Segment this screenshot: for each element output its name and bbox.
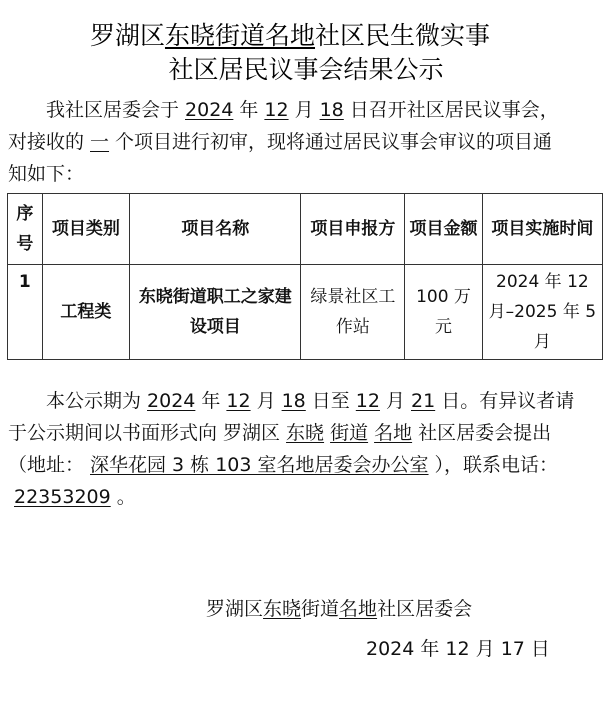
- meeting-month: 12: [264, 99, 289, 121]
- notice-text: 本公示期为: [46, 390, 142, 412]
- notice-text: 街道: [330, 422, 369, 444]
- intro-paragraph: [8, 94, 568, 190]
- table-header-cell: 序号: [8, 194, 43, 265]
- intro-text: 月: [294, 99, 314, 121]
- notice-text: ），联系电话：: [434, 454, 559, 476]
- period-end-month: 12: [355, 390, 380, 412]
- signature-date: 2024 年 12 月 17 日: [366, 638, 550, 660]
- period-start-month: 12: [226, 390, 251, 412]
- notice-text: 社区居委会提出（地址：: [8, 422, 552, 476]
- notice-street: 东晓: [286, 422, 325, 444]
- title-suffix: 社区民生微实事: [315, 21, 491, 50]
- title-street-suffix: 街道: [214, 21, 265, 50]
- period-start-day: 18: [281, 390, 306, 412]
- table-header-cell: 项目申报方: [301, 194, 405, 265]
- table-header-cell: 项目类别: [42, 194, 130, 265]
- document-title-line2: 社区居民议事会结果公示: [168, 55, 444, 84]
- intro-text: 日召开社区居民议事会，对接收的: [8, 99, 559, 153]
- notice-text: 年: [201, 390, 221, 412]
- notice-paragraph: [8, 385, 578, 513]
- contact-address: 深华花园 3 栋 103 室名地居委会办公室: [90, 454, 429, 476]
- signature-district: 罗湖区: [206, 598, 264, 620]
- cell-project-name: 东晓街道职工之家建设项目: [130, 265, 301, 360]
- signature-community: 名地: [339, 598, 378, 620]
- table-header-cell: 项目实施时间: [482, 194, 602, 265]
- signature-street: 东晓: [263, 598, 302, 620]
- cell-seq: 1: [8, 265, 43, 360]
- signature-suffix: 社区居委会: [377, 598, 473, 620]
- title-street: 东晓: [164, 21, 215, 50]
- period-start-year: 2024: [147, 390, 196, 412]
- project-count: 一: [90, 131, 110, 153]
- intro-text: 个项目进行初审，现将通过居民议事会审议的项目通知如下：: [8, 131, 553, 185]
- intro-text: 年: [239, 99, 259, 121]
- table-header-cell: 项目金额: [405, 194, 482, 265]
- contact-phone: 22353209: [14, 486, 111, 508]
- notice-text: 月: [385, 390, 405, 412]
- document-title-line1: [10, 20, 570, 52]
- signature-street-suffix: 街道: [301, 598, 340, 620]
- title-community: 名地: [265, 21, 316, 50]
- signature-organization: [206, 594, 472, 624]
- notice-text: 日至: [311, 390, 350, 412]
- notice-community: 名地: [374, 422, 413, 444]
- meeting-year: 2024: [185, 99, 234, 121]
- notice-text: 日。有异议者请于公示期间以书面形式向 罗湖区: [8, 390, 575, 444]
- table-header-cell: 项目名称: [130, 194, 301, 265]
- notice-text: 。: [116, 486, 136, 508]
- notice-text: 月: [256, 390, 276, 412]
- title-district: 罗湖区: [89, 21, 165, 50]
- period-end-day: 21: [411, 390, 436, 412]
- cell-amount: 100 万元: [405, 265, 482, 360]
- table-row: [8, 265, 603, 360]
- intro-text: 我社区居委会于: [46, 99, 180, 121]
- cell-category: 工程类: [42, 265, 130, 360]
- meeting-day: 18: [319, 99, 344, 121]
- project-table: [7, 193, 603, 360]
- table-header-row: [8, 194, 603, 265]
- cell-time: 2024 年 12 月–2025 年 5 月: [482, 265, 602, 360]
- cell-applicant: 绿景社区工作站: [301, 265, 405, 360]
